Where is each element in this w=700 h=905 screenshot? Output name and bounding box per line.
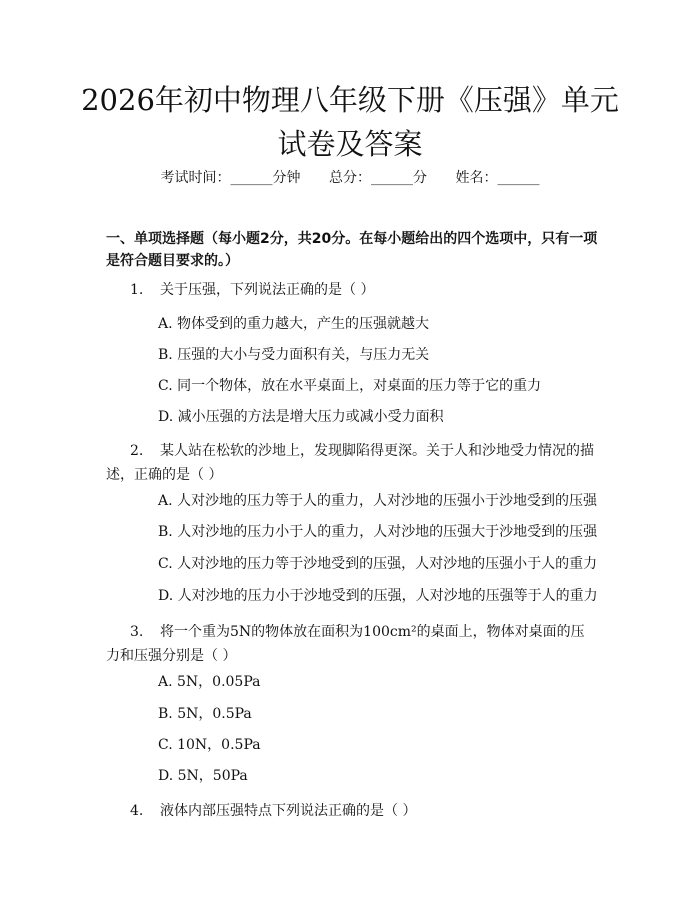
question-stem: 液体内部压强特点下列说法正确的是（ ） xyxy=(160,803,417,819)
question-3 xyxy=(106,620,596,668)
section-heading: 一、单项选择题（每小题2分，共20分。在每小题给出的四个选项中，只有一项是符合题目要求的。） xyxy=(106,231,598,269)
question-stem: 某人站在松软的沙地上，发现脚陷得更深。关于人和沙地受力情况的描述，正确的是（ ） xyxy=(106,443,594,483)
question-stem: 将一个重为5N的物体放在面积为100cm²的桌面上，物体对桌面的压力和压强分别是（ ） xyxy=(106,624,585,664)
question-2 xyxy=(106,439,596,487)
question-number: 4. xyxy=(130,803,144,819)
option-item: A. 5N，0.05Pa xyxy=(158,674,261,690)
option-item: D. 减小压强的方法是增大压力或减小受力面积 xyxy=(158,409,444,425)
option-item: B. 压强的大小与受力面积有关，与压力无关 xyxy=(158,347,430,363)
option-item: A. 物体受到的重力越大，产生的压强就越大 xyxy=(158,316,430,332)
question-number: 3. xyxy=(130,624,144,640)
exam-time-field: 考试时间：______分钟 xyxy=(160,170,301,186)
exam-info-line xyxy=(0,168,700,188)
option-item: B. 人对沙地的压力小于人的重力，人对沙地的压强大于沙地受到的压强 xyxy=(158,524,598,540)
document-title: 2026年初中物理八年级下册《压强》单元试卷及答案 xyxy=(81,83,619,161)
question-1 xyxy=(106,278,596,302)
total-score-field: 总分：______分 xyxy=(329,170,427,186)
option-item: D. 人对沙地的压力小于沙地受到的压强，人对沙地的压强等于人的重力 xyxy=(158,588,598,604)
option-item: B. 5N，0.5Pa xyxy=(158,706,252,722)
question-stem: 关于压强，下列说法正确的是（ ） xyxy=(160,282,375,298)
option-item: C. 同一个物体，放在水平桌面上，对桌面的压力等于它的重力 xyxy=(158,378,542,394)
option-item: A. 人对沙地的压力等于人的重力，人对沙地的压强小于沙地受到的压强 xyxy=(158,493,598,509)
option-item: C. 10N，0.5Pa xyxy=(158,737,261,753)
option-item: C. 人对沙地的压力等于沙地受到的压强，人对沙地的压强小于人的重力 xyxy=(158,556,598,572)
option-item: D. 5N，50Pa xyxy=(158,768,248,784)
question-number: 1. xyxy=(130,282,144,298)
student-name-field: 姓名：______ xyxy=(455,170,540,186)
question-number: 2. xyxy=(130,443,144,459)
question-4 xyxy=(106,799,596,823)
